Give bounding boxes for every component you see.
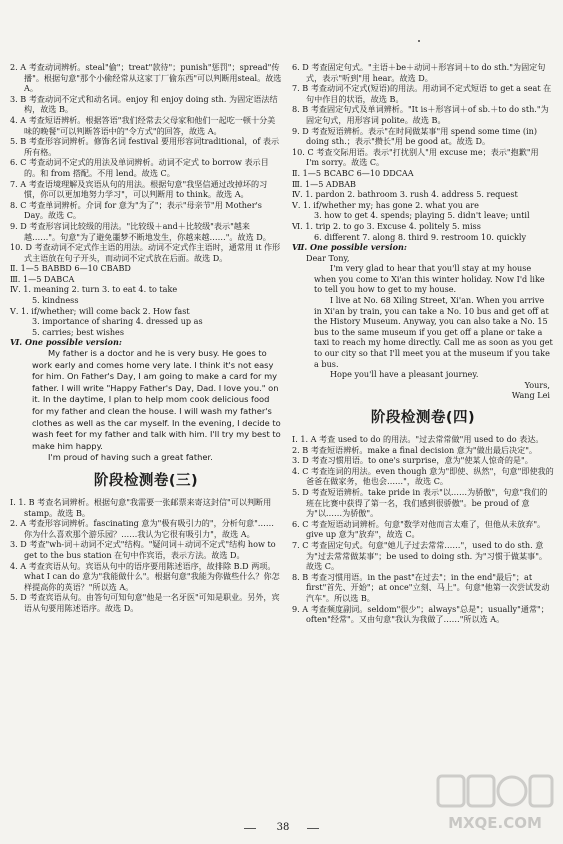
answer-item: 2. A 考查动词辨析。steal"偷"；treat"款待"；punish"惩罚"；spread"传播"。根据句意"那个小偷经常从这家丁厂偷东西"可以判断用steal。故选A。 bbox=[10, 62, 282, 94]
answer-line: Ⅱ. 1—5 BCABC 6—10 DDCAA bbox=[292, 167, 414, 178]
essay-paragraph: My father is a doctor and he is very busy. He goes to work early and comes home very late. I think it's not easy for him. On Father's Day, I am going to make a card for my father. I will write "Happy Father's Day, Dad. I love you." on it. In the daytime, I plan to help mom cook delicious food for my father and clean the house. I will wash my father's clothes as well as the car myself. In the evening, I decide to wash feet for my father and talk with him. I'll try my best to make him happy. bbox=[32, 348, 281, 451]
answer-line: 3. how to get 4. spends; playing 5. didn't leave; until bbox=[314, 210, 530, 221]
answer-line: Ⅳ. 1. pardon 2. bathroom 3. rush 4. address 5. request bbox=[292, 189, 518, 200]
watermark-logo bbox=[432, 770, 558, 836]
section-title: 阶段检测卷(四) bbox=[370, 410, 476, 426]
answer-line: Ⅶ. One possible version: bbox=[292, 242, 407, 253]
right-items-top bbox=[292, 62, 554, 168]
letter-closing: Yours, bbox=[524, 379, 550, 390]
left-items-roman bbox=[10, 263, 282, 348]
answer-item: 7. C 考查固定句式。句意"她儿子过去常常……"，used to do sth. 意为"过去常常做某事"；be used to doing sth. 为"习惯于做某事"。故选 C。 bbox=[292, 539, 548, 572]
right-items-bottom bbox=[292, 434, 554, 625]
letter bbox=[292, 253, 554, 401]
page-number: 38 bbox=[276, 822, 290, 833]
answer-line: Ⅲ. 1—5 DABCA bbox=[10, 273, 75, 284]
left-items-bottom bbox=[10, 497, 282, 614]
answer-line: Ⅵ. One possible version: bbox=[10, 337, 122, 348]
essay bbox=[10, 348, 282, 464]
answer-line: 3. importance of sharing 4. dressed up as bbox=[32, 316, 203, 327]
letter-paragraph: Hope you'll have a pleasant journey. bbox=[330, 369, 479, 380]
answer-line: 6. different 7. along 8. third 9. restroom 10. quickly bbox=[314, 231, 527, 242]
answer-item: 6. C 考查短语动词辨析。句意"数学对他而言太难了，但他从未放弃"。give up 意为"放弃"，故选 C。 bbox=[292, 518, 546, 540]
page-number-dash bbox=[307, 828, 319, 829]
letter-signature: Wang Lei bbox=[511, 390, 550, 401]
page-number-dash bbox=[244, 828, 256, 829]
answer-item: 6. C 考查动词不定式的用法及单词辨析。动词不定式 to borrow 表示目的。和 from 搭配。不用 lend。故选 C。 bbox=[10, 157, 269, 178]
letter-greeting: Dear Tony, bbox=[306, 252, 350, 263]
answer-line: Ⅳ. 1. meaning 2. turn 3. to eat 4. to take bbox=[10, 284, 178, 295]
answer-item: 4. A 考查宾语从句。宾语从句中的语序要用陈述语序，故排除 B.D 两项。what I can do 意为"我能做什么"。根据句意"我能为你做些什么？你怎样提高你的英语？"所以选 A。 bbox=[10, 560, 280, 592]
answer-item: 4. C 考查连词的用法。even though 意为"即使、纵然"，句意"即使我的爸爸在做家务，他也会……"，故选 C。 bbox=[292, 465, 554, 487]
answer-item: 7. A 考查语境理解及宾语从句的用法。根据句意"我坚信通过改掉坏的习惯，你可以更加地努力学习"，可以判断用 to think。故选 A。 bbox=[10, 178, 268, 200]
answer-item: 3. B 考查动词不定式和动名词。enjoy 和 enjoy doing sth. 为固定语法结构，故选 B。 bbox=[10, 93, 278, 115]
answer-line: Ⅱ. 1—5 BABBD 6—10 CBABD bbox=[10, 263, 131, 274]
answer-line: Ⅴ. 1. if/whether my; has gone 2. what you are bbox=[292, 199, 479, 210]
answer-item: 3. D 考查习惯用语。to one's surprise，意为"使某人惊奇的是"。 bbox=[292, 455, 533, 466]
answer-item: 5. B 考查形容词辨析。修饰名词 festival 要用形容词traditional，of 表示所有格。 bbox=[10, 136, 280, 157]
answer-item: 5. D 考查宾语从句。由答句可知句意"他是一名牙医"可知是职业。另外，宾语从句要用陈述语序。故选 D。 bbox=[10, 592, 280, 613]
answer-item: 9. D 考查形容词比较级的用法。"比较级＋and＋比较级"表示"越来越……"。句意"为了避免噩梦不断地发生，你越来越……"。故选 D。 bbox=[10, 220, 271, 242]
answer-item: 7. B 考查动词不定式(短语)的用法。用动词不定式短语 to get a seat 在句中作目的状语，故选 B。 bbox=[292, 83, 552, 104]
answer-item: 2. B 考查短语辨析。make a final decision 意为"做出最后决定"。 bbox=[292, 444, 538, 455]
right-column bbox=[292, 62, 554, 625]
left-column bbox=[10, 62, 282, 614]
top-mark bbox=[418, 40, 420, 42]
answer-item: 10. C 考查交际用语。表示"打扰别人"用 excuse me；表示"抱歉"用 I'm sorry。故选 C。 bbox=[292, 146, 539, 168]
answer-item: 9. A 考查频度副词。seldom"很少"；always"总是"；usually"通常"；often"经常"。又由句意"我认为我做了……"所以选 A。 bbox=[292, 603, 549, 625]
answer-item: 2. A 考查形容词辨析。fascinating 意为"极有吸引力的"，分析句意"……你为什么喜欢那个游乐园？……我认为它很有吸引力"，故选 A。 bbox=[10, 518, 274, 539]
answer-item: Ⅰ. 1. B 考查名词辨析。根据句意"我需要一张邮票来寄这封信"可以判断用stamp。故选 B。 bbox=[10, 496, 272, 518]
answer-line: Ⅲ. 1—5 ADBAB bbox=[292, 178, 356, 189]
section-title: 阶段检测卷(三) bbox=[93, 472, 199, 489]
answer-item: 5. D 考查短语辨析。take pride in 表示"以……为骄傲"，句意"我们的班在比赛中获得了第一名，我们感到很骄傲"。be proud of 意为"以……为骄傲"。 bbox=[292, 486, 548, 519]
answer-item: 8. B 考查习惯用语。in the past"在过去"；in the end"最后"；at first"首先、开始"；at once"立刻、马上"。句意"他第一次尝试发动汽车"。所以选 B。 bbox=[292, 571, 550, 603]
answer-line: Ⅴ. 1. if/whether; will come back 2. How fast bbox=[10, 305, 190, 316]
answer-item: Ⅰ. 1. A 考查 used to do 的用法。"过去常常做"用 used to do 表达。 bbox=[292, 434, 544, 444]
watermark-text: MXQE.COM bbox=[448, 814, 542, 832]
answer-item: 3. D 考查"wh-词＋动词不定式"结构。"疑问词＋动词不定式"结构 how to get to the bus station 在句中作宾语，表示方法。故选 D。 bbox=[10, 539, 276, 560]
left-items-top bbox=[10, 62, 282, 263]
right-items-roman bbox=[292, 168, 554, 253]
answer-item: 8. B 考查固定句式及单词辨析。"It is＋形容词＋of sb.＋to do sth."为固定句式，用形容词 polite。故选 B。 bbox=[292, 104, 549, 125]
essay-paragraph: I'm proud of having such a great father. bbox=[48, 452, 213, 463]
answer-item: 6. D 考查固定句式。"主语＋be＋动词＋形容词＋to do sth."为固定句式，表示"听到"用 hear。故选 D。 bbox=[292, 62, 546, 83]
answer-item: 4. A 考查短语辨析。根据答语"我们经常去父母家和他们一起吃一顿十分美味的晚餐"可以判断答语中的"令方式"的回答，故选 A。 bbox=[10, 114, 276, 136]
answer-line: Ⅵ. 1. trip 2. to go 3. Excuse 4. politely 5. miss bbox=[292, 220, 481, 231]
answer-line: 5. kindness bbox=[32, 295, 79, 306]
answer-item: 9. D 考查短语辨析。表示"在时间做某事"用 spend some time (in) doing sth.；表示"攒长"用 be good at。故选 D。 bbox=[292, 125, 538, 147]
answer-item: 10. D 考查动词不定式作主语的用法。动词不定式作主语时，通常用 it 作形式主语放在句子开头，而动词不定式放在后面。故选 D。 bbox=[10, 242, 281, 263]
answer-line: 5. carries; best wishes bbox=[32, 326, 124, 337]
letter-paragraph: I'm very glad to hear that you'll stay at my house when you come to Xi'an this winter holiday. Now I'd like to tell you how to get to my house. bbox=[314, 263, 545, 295]
answer-item: 8. C 考查单词辨析。介词 for 意为"为了"；表示"母亲节"用 Mother's Day。故选 C。 bbox=[10, 199, 262, 221]
letter-paragraph: I live at No. 68 Xiling Street, Xi'an. When you arrive in Xi'an by train, you can take a No. 10 bus and get off at the History Museum. Anyway, you can also take a No. 15 bus to the same museum if you get off a plane or take a taxi to reach my home directly. Call me as soon as you get to our city so that I'll meet you at the museum if you take a bus. bbox=[314, 295, 553, 369]
